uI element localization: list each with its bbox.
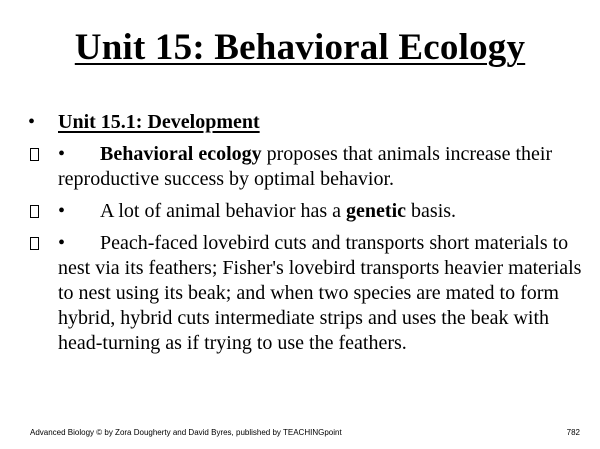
slide-content — [28, 110, 588, 356]
point-body: proposes that animals increase their reproductive success by optimal behavior. — [58, 143, 553, 190]
checkbox-icon — [30, 148, 39, 161]
point-bold-lead: Behavioral ecology — [100, 143, 262, 165]
bullet-icon: • — [58, 232, 66, 254]
point-pre: A lot of animal behavior has a — [100, 200, 347, 222]
bullet-icon: • — [28, 111, 36, 133]
point-bold: genetic — [346, 200, 407, 222]
section-heading: Unit 15.1: Development — [58, 111, 260, 133]
list-item — [28, 142, 588, 192]
section-heading-row — [28, 110, 588, 135]
point-post: basis. — [406, 200, 457, 222]
bullet-icon: • — [58, 200, 66, 222]
point-text — [28, 199, 588, 224]
bullet-icon: • — [58, 143, 66, 165]
page-number: 782 — [566, 428, 580, 437]
footer-credit: Advanced Biology © by Zora Dougherty and David Byres, published by TEACHINGpoint — [30, 428, 342, 437]
list-item — [28, 199, 588, 224]
point-text — [28, 142, 588, 192]
checkbox-icon — [30, 237, 39, 250]
list-item — [28, 231, 588, 356]
point-text: Peach-faced lovebird cuts and transports short materials to nest via its feathers; Fisher's lovebird transports heavier materials to nest using its beak; and when two species are mated to form hybrid, hybrid cuts intermediate strips and uses the beak with head-turning as if trying to use the feathers. — [58, 232, 582, 354]
slide-title: Unit 15: Behavioral Ecology — [74, 27, 526, 68]
checkbox-icon — [30, 205, 39, 218]
